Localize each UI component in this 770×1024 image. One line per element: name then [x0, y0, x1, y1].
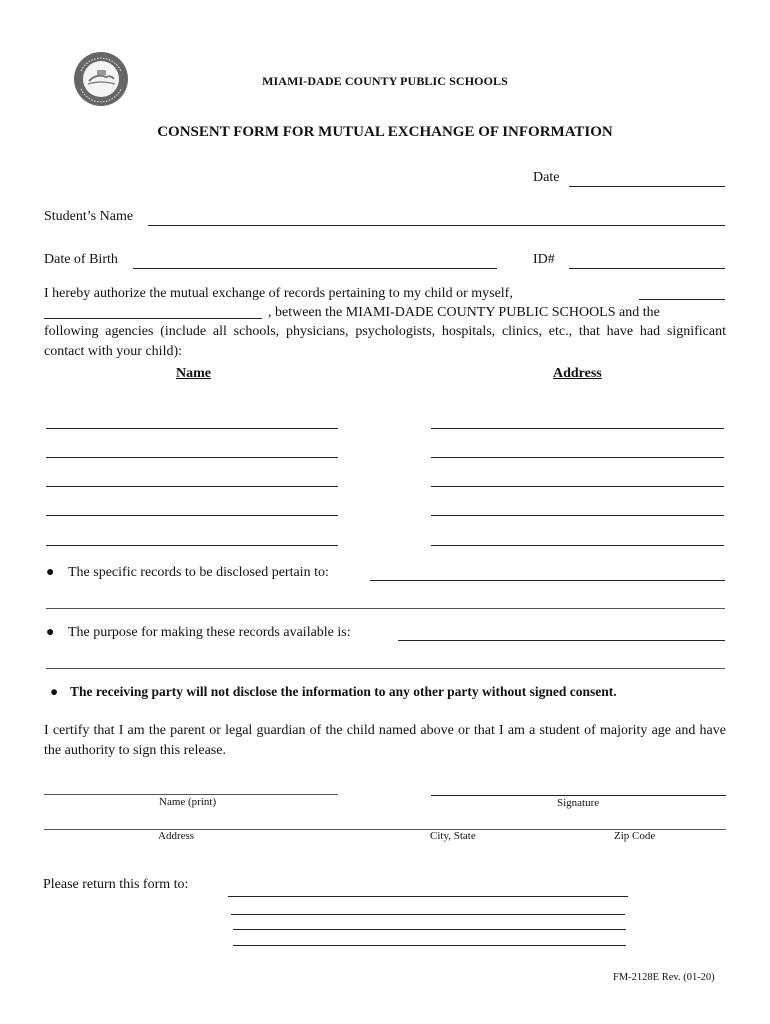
authorization-line1: I hereby authorize the mutual exchange of records pertaining to my child or myself, — [44, 286, 513, 301]
agency-name-line-1[interactable] — [46, 428, 338, 429]
child-name-field-b[interactable] — [44, 318, 262, 319]
agency-name-line-3[interactable] — [46, 486, 338, 487]
records-label: The specific records to be disclosed pertain to: — [68, 565, 329, 580]
date-label: Date — [533, 170, 560, 185]
agency-address-line-3[interactable] — [431, 486, 724, 487]
bullet-icon: ● — [50, 684, 59, 699]
records-bullet-item — [46, 565, 329, 581]
purpose-bullet-item — [46, 625, 351, 641]
records-field-b[interactable] — [46, 608, 725, 609]
date-field[interactable] — [569, 186, 725, 187]
child-name-field-a[interactable] — [639, 299, 725, 300]
student-name-field[interactable] — [148, 225, 725, 226]
id-label: ID# — [533, 252, 555, 267]
name-print-field[interactable] — [44, 794, 338, 795]
signature-label: Signature — [557, 797, 600, 809]
agency-address-line-5[interactable] — [431, 545, 724, 546]
address-label: Address — [158, 830, 195, 842]
return-label: Please return this form to: — [43, 877, 189, 892]
no-disclose-bullet-item — [50, 684, 617, 700]
purpose-field-b[interactable] — [46, 668, 725, 669]
name-print-label: Name (print) — [159, 796, 217, 808]
authorization-line3: following agencies (include all schools, physicians, psychologists, hospitals, clinics, etc., that have had significant contact with your child): — [44, 324, 726, 359]
id-field[interactable] — [569, 268, 725, 269]
agency-name-header: Name — [176, 366, 211, 381]
records-field-a[interactable] — [370, 580, 725, 581]
return-address-line-1[interactable] — [228, 896, 628, 897]
purpose-label: The purpose for making these records available is: — [68, 625, 351, 640]
form-number: FM-2128E Rev. (01-20) — [613, 972, 715, 983]
agency-address-line-2[interactable] — [431, 457, 724, 458]
return-address-line-4[interactable] — [233, 945, 626, 946]
city-state-label: City, State — [430, 830, 476, 842]
certification-text: I certify that I am the parent or legal guardian of the child named above or that I am a student of majority age and have the authority to sign this release. — [44, 723, 726, 758]
return-address-line-2[interactable] — [231, 914, 625, 915]
agency-address-header: Address — [553, 366, 602, 381]
authorization-line1-wrap — [44, 284, 726, 304]
district-name: MIAMI-DADE COUNTY PUBLIC SCHOOLS — [262, 74, 508, 88]
agency-name-line-2[interactable] — [46, 457, 338, 458]
agency-address-line-4[interactable] — [431, 515, 724, 516]
zip-code-label: Zip Code — [614, 830, 656, 842]
dob-field[interactable] — [133, 268, 497, 269]
signature-field[interactable] — [431, 795, 726, 796]
return-address-line-3[interactable] — [233, 929, 626, 930]
student-name-label: Student’s Name — [44, 209, 134, 224]
authorization-line2: , between the MIAMI-DADE COUNTY PUBLIC SCHOOLS and the — [268, 305, 660, 320]
form-title: CONSENT FORM FOR MUTUAL EXCHANGE OF INFORMATION — [157, 124, 613, 140]
agency-name-line-4[interactable] — [46, 515, 338, 516]
no-disclose-text: The receiving party will not disclose the information to any other party without signed consent. — [70, 684, 617, 699]
purpose-field-a[interactable] — [398, 640, 725, 641]
bullet-icon: ● — [46, 625, 55, 640]
agency-name-line-5[interactable] — [46, 545, 338, 546]
agency-address-line-1[interactable] — [431, 428, 724, 429]
bullet-icon: ● — [46, 565, 55, 580]
dob-label: Date of Birth — [44, 252, 118, 267]
